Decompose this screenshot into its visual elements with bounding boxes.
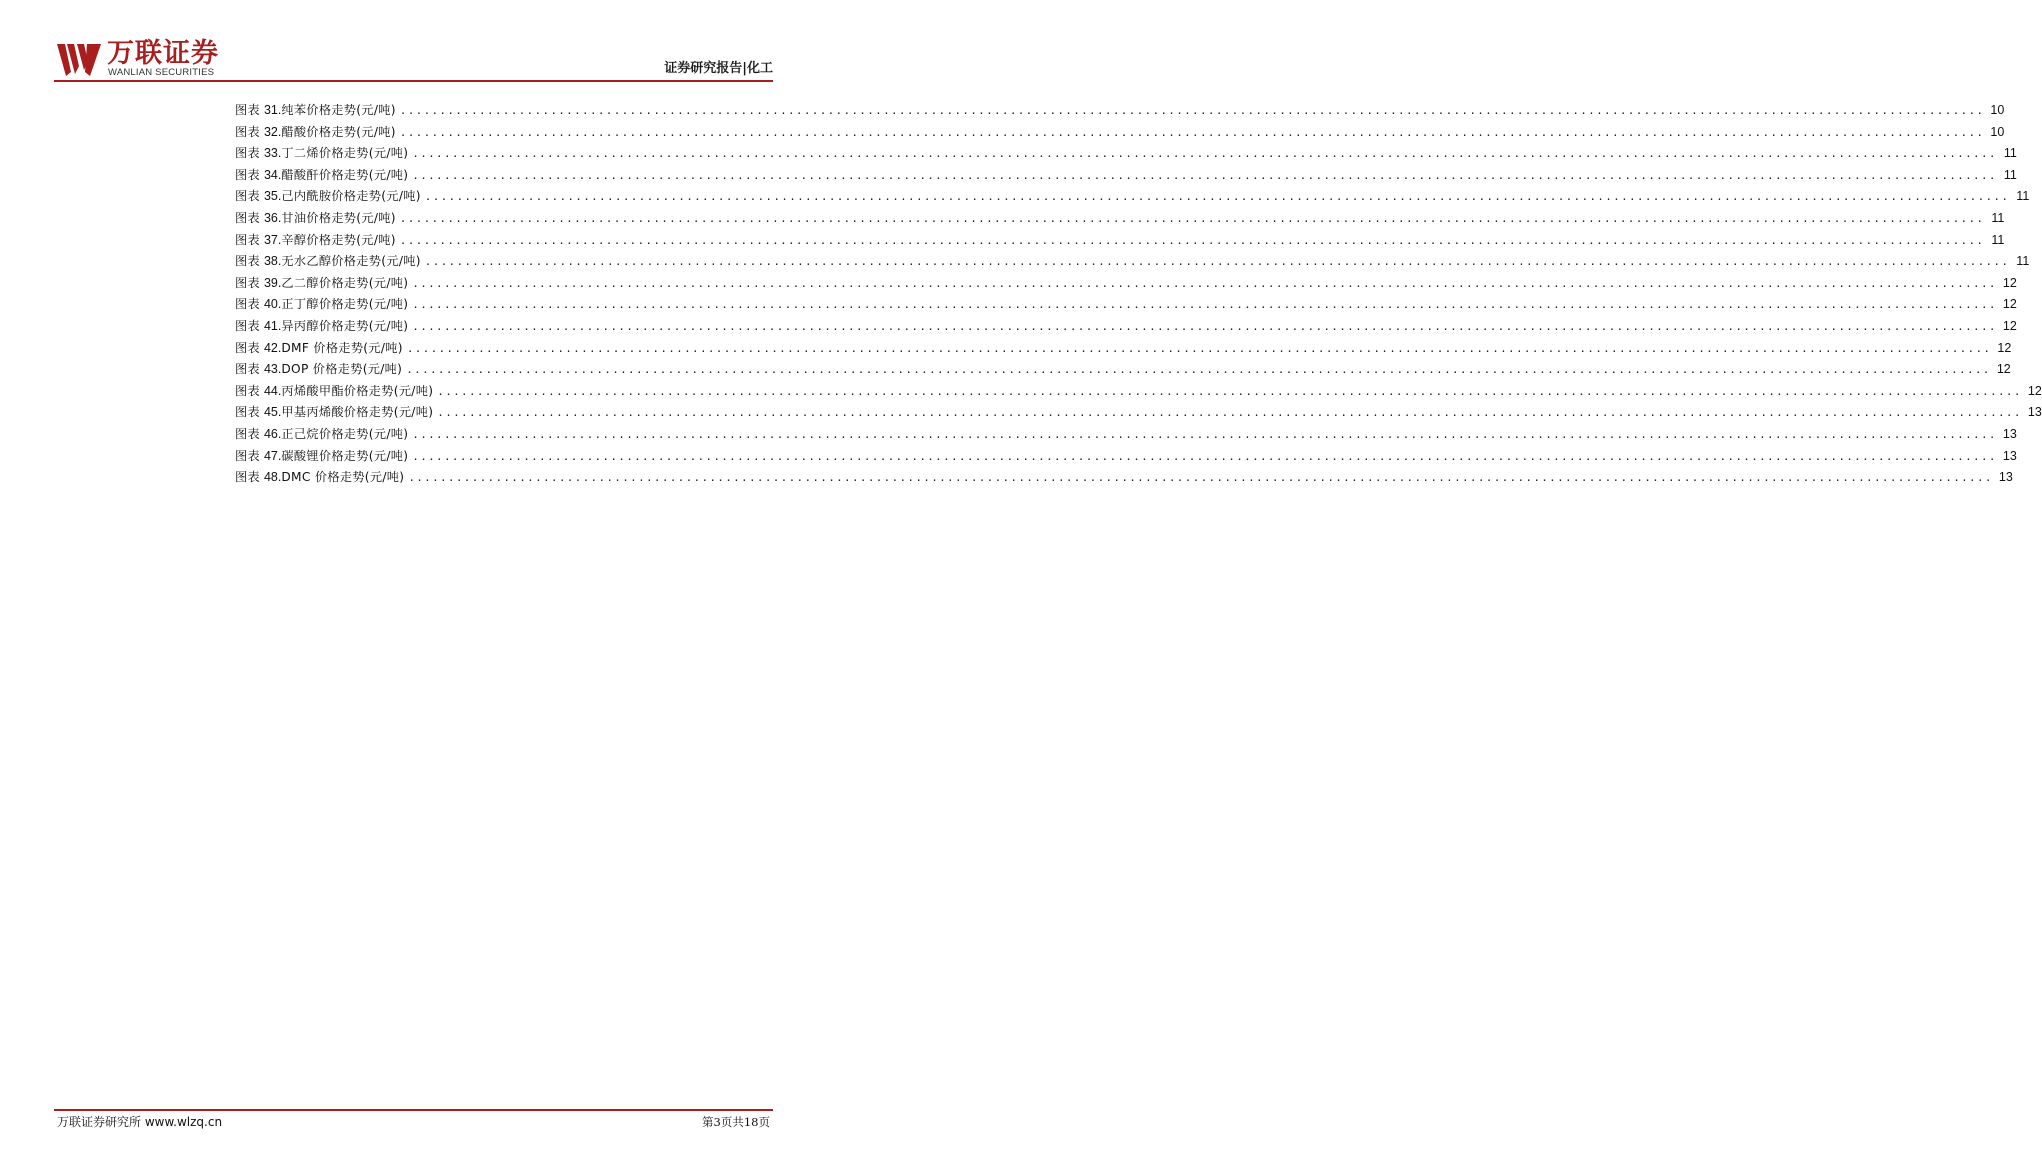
toc-entry[interactable] bbox=[235, 230, 2005, 252]
toc-leader-dots: ........................................................................................................................................................................................................ bbox=[412, 427, 1997, 441]
toc-entry-page: 11 bbox=[1991, 232, 2005, 247]
company-logo bbox=[57, 38, 237, 82]
toc-entry-label: 图表 bbox=[235, 383, 260, 398]
toc-entry-number: 48. bbox=[263, 470, 282, 485]
toc-entry-number: 32. bbox=[263, 124, 282, 139]
toc-entry-title: DOP 价格走势(元/吨) bbox=[281, 362, 403, 377]
toc-entry-number: 33. bbox=[263, 146, 282, 161]
toc-entry[interactable] bbox=[235, 402, 2042, 424]
toc-entry-page: 11 bbox=[2003, 167, 2017, 182]
toc-entry[interactable] bbox=[235, 359, 2011, 381]
toc-leader-dots: ........................................................................................................................................................................................................ bbox=[424, 190, 2010, 204]
toc-entry-title: 丁二烯价格走势(元/吨) bbox=[281, 146, 409, 161]
toc-entry-number: 35. bbox=[263, 189, 282, 204]
toc-entry-title: 纯苯价格走势(元/吨) bbox=[281, 103, 396, 117]
toc-leader-dots: ........................................................................................................................................................................................................ bbox=[412, 276, 1997, 290]
page-header bbox=[0, 0, 827, 90]
toc-entry[interactable] bbox=[235, 165, 2017, 187]
toc-entry-number: 44. bbox=[263, 383, 282, 398]
toc-entry[interactable] bbox=[235, 294, 2017, 316]
header-divider bbox=[54, 80, 773, 82]
toc-leader-dots: ........................................................................................................................................................................................................ bbox=[412, 319, 1997, 333]
toc-entry-page: 10 bbox=[1990, 103, 2005, 117]
toc-entry-number: 31. bbox=[263, 103, 282, 117]
toc-entry[interactable] bbox=[235, 186, 2030, 208]
page-number: 第3页共18页 bbox=[702, 1115, 770, 1129]
toc-entry-label: 图表 bbox=[235, 275, 260, 290]
toc-leader-dots: ........................................................................................................................................................................................................ bbox=[437, 384, 2022, 398]
toc-entry-label: 图表 bbox=[235, 340, 260, 355]
toc-entry-page: 11 bbox=[1991, 210, 2005, 225]
toc-entry-page: 11 bbox=[2003, 146, 2017, 161]
toc-entry-number: 46. bbox=[263, 426, 282, 441]
toc-entry-title: DMF 价格走势(元/吨) bbox=[281, 340, 403, 355]
toc-leader-dots: ........................................................................................................................................................................................................ bbox=[412, 449, 1997, 463]
toc-entry-label: 图表 bbox=[235, 297, 260, 312]
toc-entry-number: 45. bbox=[263, 405, 282, 420]
toc-entry[interactable] bbox=[235, 316, 2017, 338]
toc-entry-title: 醋酸价格走势(元/吨) bbox=[281, 124, 396, 139]
toc-entry-page: 13 bbox=[2002, 426, 2017, 441]
toc-leader-dots: ........................................................................................................................................................................................................ bbox=[412, 298, 1997, 312]
figure-list bbox=[235, 100, 2042, 489]
toc-entry-number: 41. bbox=[263, 318, 282, 333]
toc-entry-page: 12 bbox=[1996, 362, 2011, 377]
toc-entry-title: 己内酰胺价格走势(元/吨) bbox=[281, 189, 421, 204]
toc-leader-dots: ........................................................................................................................................................................................................ bbox=[424, 255, 2010, 269]
toc-entry-page: 12 bbox=[2002, 318, 2017, 333]
toc-leader-dots: ........................................................................................................................................................................................................ bbox=[399, 104, 1985, 117]
toc-entry-page: 10 bbox=[1990, 124, 2005, 139]
toc-entry-page: 13 bbox=[1998, 470, 2013, 485]
toc-entry[interactable] bbox=[235, 424, 2017, 446]
toc-entry-label: 图表 bbox=[235, 189, 260, 204]
toc-entry-title: 丙烯酸甲酯价格走势(元/吨) bbox=[281, 383, 434, 398]
toc-entry-title: 甘油价格走势(元/吨) bbox=[281, 210, 396, 225]
toc-entry[interactable] bbox=[235, 273, 2017, 295]
toc-entry-label: 图表 bbox=[235, 124, 260, 139]
toc-entry[interactable] bbox=[235, 143, 2017, 165]
toc-entry-number: 37. bbox=[263, 232, 282, 247]
toc-entry-number: 38. bbox=[263, 254, 282, 269]
toc-entry[interactable] bbox=[235, 122, 2005, 144]
toc-entry-label: 图表 bbox=[235, 470, 260, 485]
toc-entry-label: 图表 bbox=[235, 405, 260, 420]
toc-entry-label: 图表 bbox=[235, 103, 260, 117]
toc-entry-label: 图表 bbox=[235, 210, 260, 225]
toc-entry-label: 图表 bbox=[235, 254, 260, 269]
toc-entry[interactable] bbox=[235, 446, 2017, 468]
toc-entry-number: 34. bbox=[263, 167, 282, 182]
toc-entry-title: 正己烷价格走势(元/吨) bbox=[281, 426, 409, 441]
toc-entry-title: 乙二醇价格走势(元/吨) bbox=[281, 275, 409, 290]
toc-entry-page: 11 bbox=[2016, 189, 2030, 204]
logo-english-name: WANLIAN SECURITIES bbox=[108, 67, 215, 78]
toc-entry[interactable] bbox=[235, 208, 2005, 230]
toc-leader-dots: ........................................................................................................................................................................................................ bbox=[437, 406, 2022, 420]
toc-leader-dots: ........................................................................................................................................................................................................ bbox=[399, 211, 1985, 225]
toc-entry-label: 图表 bbox=[235, 318, 260, 333]
report-category: 证券研究报告|化工 bbox=[664, 61, 773, 76]
toc-entry-label: 图表 bbox=[235, 448, 260, 463]
footer-source: 万联证券研究所 www.wlzq.cn bbox=[57, 1115, 223, 1129]
toc-entry-title: 碳酸锂价格走势(元/吨) bbox=[281, 448, 409, 463]
toc-entry-title: 甲基丙烯酸价格走势(元/吨) bbox=[281, 405, 434, 420]
toc-entry-label: 图表 bbox=[235, 426, 260, 441]
toc-entry[interactable] bbox=[235, 381, 2042, 403]
toc-entry[interactable] bbox=[235, 100, 2005, 122]
toc-entry-title: 正丁醇价格走势(元/吨) bbox=[281, 297, 409, 312]
wanlian-w-logo-icon bbox=[57, 42, 101, 78]
toc-leader-dots: ........................................................................................................................................................................................................ bbox=[406, 363, 1991, 377]
toc-leader-dots: ........................................................................................................................................................................................................ bbox=[412, 168, 1997, 182]
toc-entry-number: 42. bbox=[263, 340, 282, 355]
toc-leader-dots: ........................................................................................................................................................................................................ bbox=[399, 125, 1985, 139]
toc-entry-title: DMC 价格走势(元/吨) bbox=[281, 470, 405, 485]
logo-chinese-name: 万联证券 bbox=[107, 38, 219, 69]
toc-entry-number: 47. bbox=[263, 448, 282, 463]
toc-entry-page: 13 bbox=[2002, 448, 2017, 463]
toc-entry-title: 异丙醇价格走势(元/吨) bbox=[281, 318, 409, 333]
toc-entry-title: 醋酸酐价格走势(元/吨) bbox=[281, 167, 409, 182]
toc-entry-page: 12 bbox=[1997, 340, 2012, 355]
toc-entry-title: 辛醇价格走势(元/吨) bbox=[281, 232, 396, 247]
toc-entry[interactable] bbox=[235, 338, 2012, 360]
toc-entry-label: 图表 bbox=[235, 232, 260, 247]
toc-entry-page: 13 bbox=[2027, 405, 2042, 420]
toc-entry[interactable] bbox=[235, 467, 2013, 489]
toc-entry-page: 12 bbox=[2027, 383, 2042, 398]
toc-entry-page: 11 bbox=[2016, 254, 2030, 269]
toc-entry[interactable] bbox=[235, 251, 2030, 273]
toc-entry-label: 图表 bbox=[235, 167, 260, 182]
toc-entry-page: 12 bbox=[2002, 275, 2017, 290]
toc-leader-dots: ........................................................................................................................................................................................................ bbox=[408, 471, 1993, 485]
toc-leader-dots: ........................................................................................................................................................................................................ bbox=[399, 233, 1985, 247]
toc-leader-dots: ........................................................................................................................................................................................................ bbox=[406, 341, 1992, 355]
toc-entry-number: 36. bbox=[263, 210, 282, 225]
footer-divider bbox=[54, 1109, 773, 1111]
toc-entry-number: 39. bbox=[263, 275, 282, 290]
toc-entry-title: 无水乙醇价格走势(元/吨) bbox=[281, 254, 421, 269]
toc-entry-number: 43. bbox=[263, 362, 282, 377]
toc-entry-page: 12 bbox=[2002, 297, 2017, 312]
toc-entry-label: 图表 bbox=[235, 362, 260, 377]
toc-entry-number: 40. bbox=[263, 297, 282, 312]
toc-entry-label: 图表 bbox=[235, 146, 260, 161]
toc-leader-dots: ........................................................................................................................................................................................................ bbox=[412, 147, 1997, 161]
